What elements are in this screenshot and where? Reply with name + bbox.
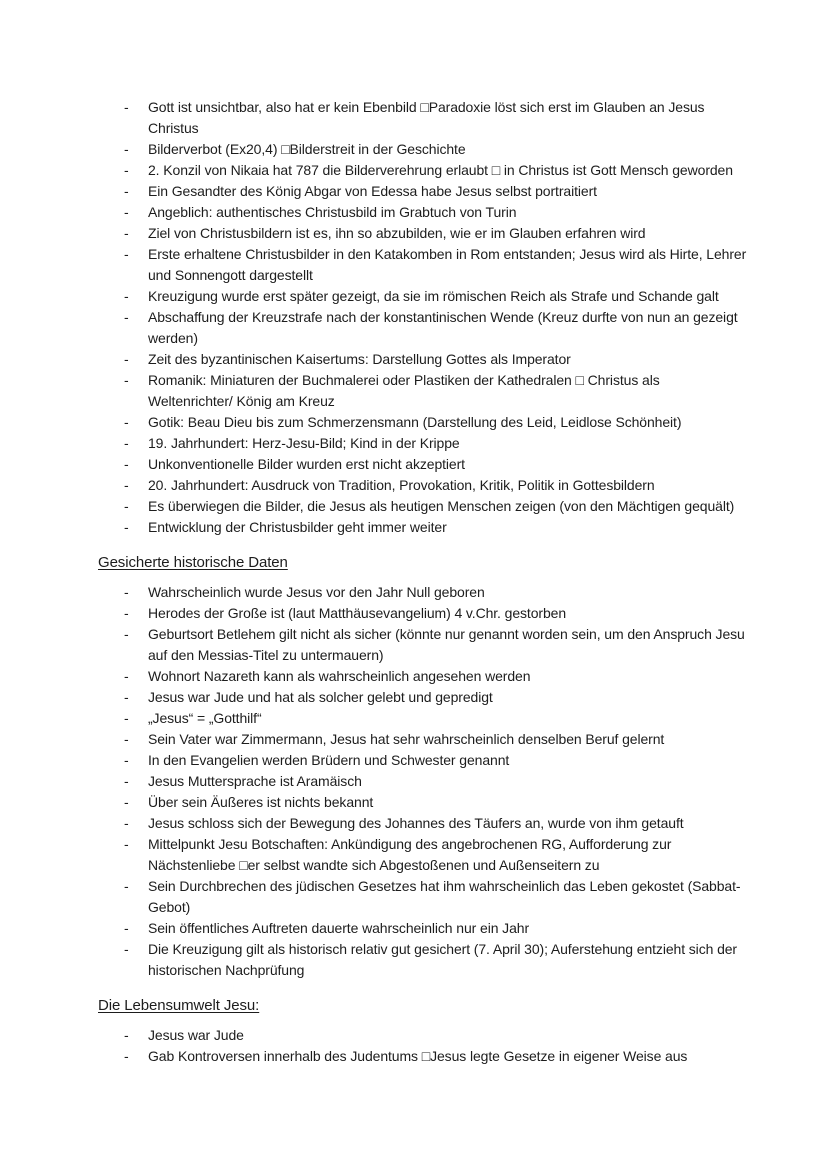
- list-item-text: Über sein Äußeres ist nichts bekannt: [148, 794, 374, 810]
- list-item: [98, 454, 748, 475]
- list-item-text: Jesus war Jude: [148, 1027, 244, 1043]
- bullet-dash: -: [124, 605, 129, 621]
- bullet-dash: -: [124, 288, 129, 304]
- list-item-text: Gotik: Beau Dieu bis zum Schmerzensmann (Darstellung des Leid, Leidlose Schönheit): [148, 414, 682, 430]
- bullet-list: [98, 582, 748, 981]
- bullet-dash: -: [124, 794, 129, 810]
- list-item-text: Bilderverbot (Ex20,4) □Bilderstreit in der Geschichte: [148, 141, 466, 157]
- list-item-text: „Jesus“ = „Gotthilf“: [148, 710, 262, 726]
- bullet-dash: -: [124, 309, 129, 325]
- bullet-dash: -: [124, 372, 129, 388]
- list-item-text: Wahrscheinlich wurde Jesus vor den Jahr Null geboren: [148, 584, 485, 600]
- bullet-list: [98, 1025, 748, 1067]
- list-item: [98, 624, 748, 666]
- list-item: [98, 412, 748, 433]
- bullet-dash: -: [124, 584, 129, 600]
- bullet-dash: -: [124, 477, 129, 493]
- bullet-dash: -: [124, 920, 129, 936]
- list-item: [98, 708, 748, 729]
- list-item: [98, 433, 748, 454]
- bullet-dash: -: [124, 99, 129, 115]
- list-item-text: 20. Jahrhundert: Ausdruck von Tradition, Provokation, Kritik, Politik in Gottesbildern: [148, 477, 655, 493]
- bullet-dash: -: [124, 414, 129, 430]
- list-item: [98, 475, 748, 496]
- list-item: [98, 603, 748, 624]
- bullet-dash: -: [124, 141, 129, 157]
- list-item-text: Romanik: Miniaturen der Buchmalerei oder Plastiken der Kathedralen □ Christus als Weltenrichter/ König am Kreuz: [148, 372, 660, 409]
- list-item-text: Angeblich: authentisches Christusbild im Grabtuch von Turin: [148, 204, 517, 220]
- bullet-dash: -: [124, 1027, 129, 1043]
- bullet-dash: -: [124, 941, 129, 957]
- bullet-dash: -: [124, 225, 129, 241]
- list-item-text: 2. Konzil von Nikaia hat 787 die Bilderverehrung erlaubt □ in Christus ist Gott Mensch geworden: [148, 162, 733, 178]
- list-item: [98, 876, 748, 918]
- bullet-dash: -: [124, 668, 129, 684]
- list-item-text: Entwicklung der Christusbilder geht immer weiter: [148, 519, 447, 535]
- list-item-text: Herodes der Große ist (laut Matthäusevangelium) 4 v.Chr. gestorben: [148, 605, 567, 621]
- list-item-text: Sein öffentliches Auftreten dauerte wahrscheinlich nur ein Jahr: [148, 920, 530, 936]
- list-item-text: Kreuzigung wurde erst später gezeigt, da sie im römischen Reich als Strafe und Schande galt: [148, 288, 719, 304]
- bullet-dash: -: [124, 456, 129, 472]
- bullet-dash: -: [124, 183, 129, 199]
- list-item-text: Jesus Muttersprache ist Aramäisch: [148, 773, 362, 789]
- bullet-dash: -: [124, 710, 129, 726]
- list-item-text: Unkonventionelle Bilder wurden erst nicht akzeptiert: [148, 456, 465, 472]
- list-item-text: Abschaffung der Kreuzstrafe nach der konstantinischen Wende (Kreuz durfte von nun an gezeigt werden): [148, 309, 738, 346]
- section-heading-gesicherte-historische-daten: Gesicherte historische Daten: [98, 554, 288, 571]
- list-item-text: Ziel von Christusbildern ist es, ihn so abzubilden, wie er im Glauben erfahren wird: [148, 225, 646, 241]
- bullet-dash: -: [124, 435, 129, 451]
- list-item-text: Jesus war Jude und hat als solcher gelebt und gepredigt: [148, 689, 493, 705]
- list-item-text: Ein Gesandter des König Abgar von Edessa habe Jesus selbst portraitiert: [148, 183, 597, 199]
- list-item: [98, 813, 748, 834]
- list-item-text: Jesus schloss sich der Bewegung des Johannes des Täufers an, wurde von ihm getauft: [148, 815, 684, 831]
- list-item-text: Geburtsort Betlehem gilt nicht als sicher (könnte nur genannt worden sein, um den Anspruch Jesu auf den Messias-Titel zu untermauern): [148, 626, 745, 663]
- list-item: [98, 729, 748, 750]
- bullet-dash: -: [124, 204, 129, 220]
- list-item-text: Zeit des byzantinischen Kaisertums: Darstellung Gottes als Imperator: [148, 351, 571, 367]
- list-item: [98, 582, 748, 603]
- section-heading-die-lebensumwelt-jesu: Die Lebensumwelt Jesu:: [98, 997, 260, 1014]
- section-christusbilder-notes: [98, 97, 748, 538]
- bullet-dash: -: [124, 246, 129, 262]
- bullet-dash: -: [124, 498, 129, 514]
- list-item: [98, 834, 748, 876]
- list-item: [98, 1025, 748, 1046]
- list-item-text: Die Kreuzigung gilt als historisch relativ gut gesichert (7. April 30); Auferstehung entzieht sich der historischen Nachprüfung: [148, 941, 737, 978]
- bullet-dash: -: [124, 815, 129, 831]
- list-item: [98, 517, 748, 538]
- bullet-dash: -: [124, 773, 129, 789]
- list-item: [98, 792, 748, 813]
- list-item: [98, 181, 748, 202]
- bullet-list: [98, 97, 748, 538]
- list-item-text: In den Evangelien werden Brüdern und Schwester genannt: [148, 752, 510, 768]
- list-item-text: Mittelpunkt Jesu Botschaften: Ankündigung des angebrochenen RG, Aufforderung zur Nächstenliebe □er selbst wandte sich Abgestoßenen und Außenseitern zu: [148, 836, 672, 873]
- section-gesicherte-historische-daten: [98, 552, 748, 981]
- list-item: [98, 202, 748, 223]
- bullet-dash: -: [124, 519, 129, 535]
- list-item-text: Sein Vater war Zimmermann, Jesus hat sehr wahrscheinlich denselben Beruf gelernt: [148, 731, 665, 747]
- list-item: [98, 918, 748, 939]
- list-item: [98, 307, 748, 349]
- list-item-text: Erste erhaltene Christusbilder in den Katakomben in Rom entstanden; Jesus wird als Hirte, Lehrer und Sonnengott dargestellt: [148, 246, 747, 283]
- list-item: [98, 666, 748, 687]
- list-item: [98, 496, 748, 517]
- bullet-dash: -: [124, 836, 129, 852]
- list-item: [98, 370, 748, 412]
- bullet-dash: -: [124, 689, 129, 705]
- list-item: [98, 771, 748, 792]
- bullet-dash: -: [124, 1048, 129, 1064]
- list-item: [98, 139, 748, 160]
- list-item: [98, 939, 748, 981]
- list-item-text: Gott ist unsichtbar, also hat er kein Ebenbild □Paradoxie löst sich erst im Glauben an Jesus Christus: [148, 99, 705, 136]
- bullet-dash: -: [124, 162, 129, 178]
- list-item: [98, 349, 748, 370]
- list-item-text: Wohnort Nazareth kann als wahrscheinlich angesehen werden: [148, 668, 531, 684]
- list-item-text: Es überwiegen die Bilder, die Jesus als heutigen Menschen zeigen (von den Mächtigen gequält): [148, 498, 735, 514]
- bullet-dash: -: [124, 752, 129, 768]
- bullet-dash: -: [124, 626, 129, 642]
- section-die-lebensumwelt-jesu: [98, 995, 748, 1067]
- list-item: [98, 286, 748, 307]
- list-item: [98, 1046, 748, 1067]
- list-item-text: 19. Jahrhundert: Herz-Jesu-Bild; Kind in der Krippe: [148, 435, 460, 451]
- list-item: [98, 244, 748, 286]
- list-item: [98, 160, 748, 181]
- list-item-text: Sein Durchbrechen des jüdischen Gesetzes hat ihm wahrscheinlich das Leben gekostet (Sabbat-Gebot): [148, 878, 741, 915]
- list-item: [98, 223, 748, 244]
- list-item: [98, 97, 748, 139]
- list-item: [98, 687, 748, 708]
- bullet-dash: -: [124, 878, 129, 894]
- list-item-text: Gab Kontroversen innerhalb des Judentums □Jesus legte Gesetze in eigener Weise aus: [148, 1048, 688, 1064]
- bullet-dash: -: [124, 731, 129, 747]
- list-item: [98, 750, 748, 771]
- bullet-dash: -: [124, 351, 129, 367]
